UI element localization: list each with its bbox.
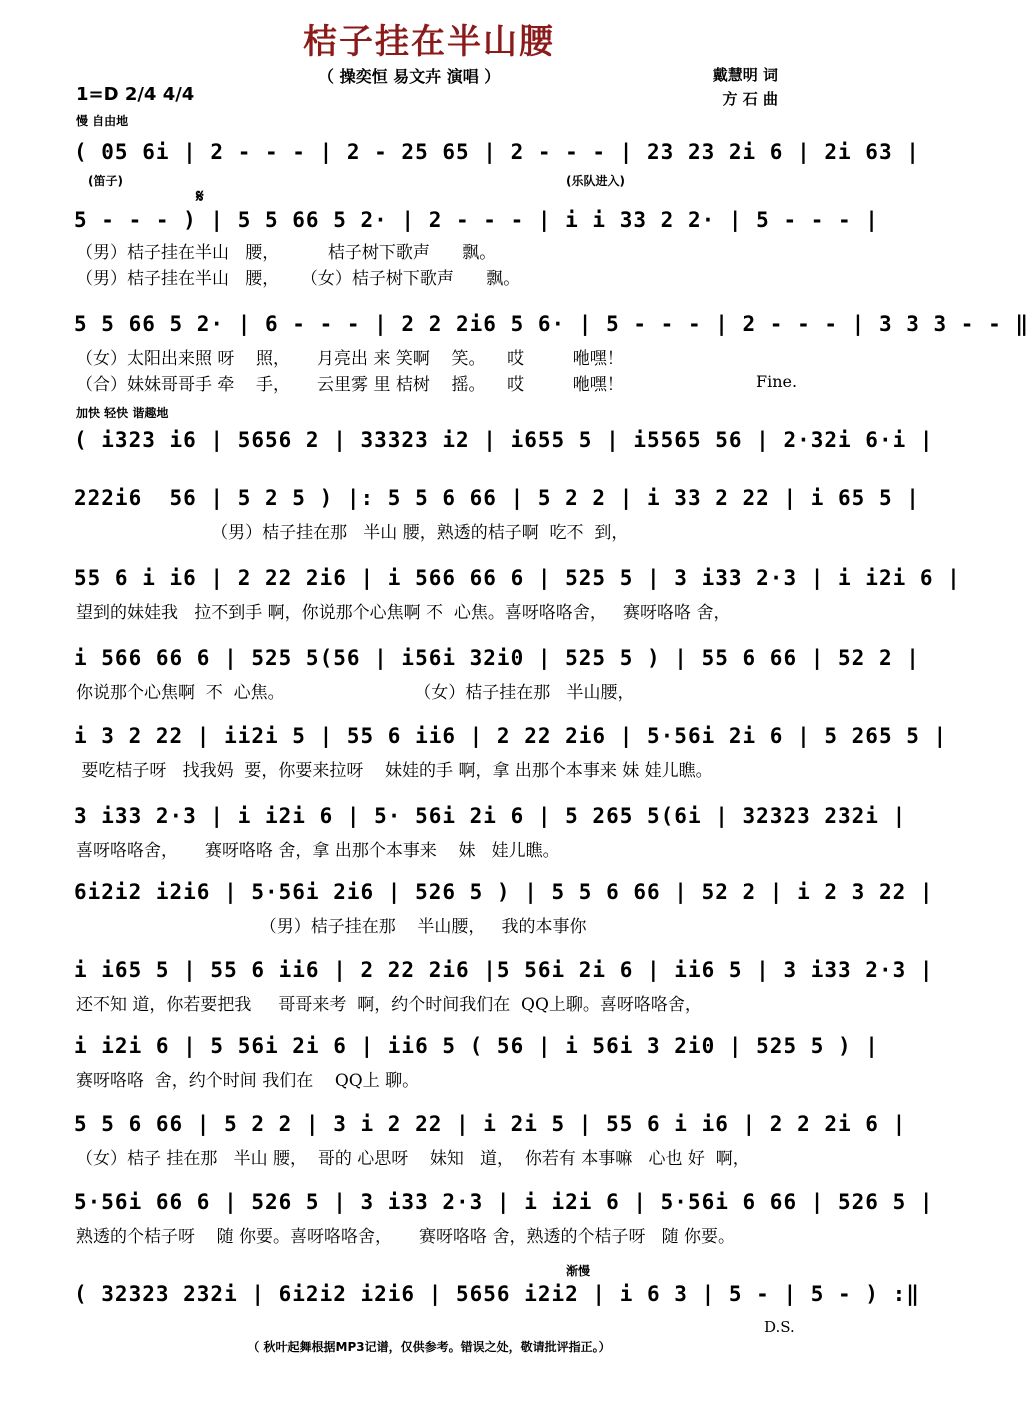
composer-credit: 方 石 曲 (722, 90, 778, 108)
system-6-lyrics: 望到的妹娃我 拉不到手 啊，你说那个心焦啊 不 心焦。喜呀咯咯舍， 赛呀咯咯 舍， (76, 603, 731, 623)
tempo-ending: 渐慢 (566, 1264, 591, 1278)
footer-note: （ 秋叶起舞根据MP3记谱，仅供参考。错误之处，敬请批评指正。） (247, 1340, 611, 1354)
system-3-lyrics-2: （合）妹妹哥哥手 牵 手， 云里雾 里 桔树 摇。 哎 咃嘿！ (76, 375, 624, 395)
system-7-notes: i 566 66 6 | 525 5(56 | i56i 32i0 | 525 5 ) | 55 6 66 | 52 2 | (74, 646, 920, 670)
system-14-lyrics: 熟透的个桔子呀 随 你要。喜呀咯咯舍， 赛呀咯咯 舍，熟透的个桔子呀 随 你要。 (76, 1227, 736, 1247)
system-2-notes: 5 - - - ) | 5 5 66 5 2· | 2 - - - | i i 33 2 2· | 5 - - - | (74, 208, 879, 232)
system-2-lyrics-1: （男）桔子挂在半山 腰， 桔子树下歌声 飘。 (76, 243, 497, 263)
system-5-notes: 222i6 56 | 5 2 5 ) |: 5 5 6 66 | 5 2 2 | i 33 2 22 | i 65 5 | (74, 486, 920, 510)
label-flute: (笛子) (88, 174, 123, 188)
system-15-notes: ( 32323 232i | 6i2i2 i2i6 | 5656 i2i2 | i 6 3 | 5 - | 5 - ) :‖ (74, 1282, 920, 1306)
label-band-enters: (乐队进入) (566, 174, 625, 188)
tempo-section2: 加快 轻快 谐趣地 (76, 406, 169, 420)
lyricist-credit: 戴慧明 词 (712, 66, 778, 84)
system-13-notes: 5 5 6 66 | 5 2 2 | 3 i 2 22 | i 2i 5 | 55 6 i i6 | 2 2 2i 6 | (74, 1112, 907, 1136)
system-2-lyrics-2: （男）桔子挂在半山 腰， （女）桔子树下歌声 飘。 (76, 269, 521, 289)
system-4-notes: ( i323 i6 | 5656 2 | 33323 i2 | i655 5 | i5565 56 | 2·32i 6·i | (74, 428, 934, 452)
key-signature: 1=D 2/4 4/4 (76, 84, 195, 105)
ds-mark: D.S. (764, 1318, 795, 1336)
system-12-lyrics: 赛呀咯咯 舍，约个时间 我们在 QQ上 聊。 (76, 1071, 420, 1091)
performers: （ 操奕恒 易文卉 演唱 ） (318, 67, 501, 86)
system-10-lyrics: （男）桔子挂在那 半山腰， 我的本事你 (76, 917, 587, 937)
system-7-lyrics: 你说那个心焦啊 不 心焦。 （女）桔子挂在那 半山腰， (76, 683, 635, 703)
system-12-notes: i i2i 6 | 5 56i 2i 6 | ii6 5 ( 56 | i 56i 3 2i0 | 525 5 ) | (74, 1034, 879, 1058)
page-title: 桔子挂在半山腰 (303, 22, 555, 62)
system-9-lyrics: 喜呀咯咯舍， 赛呀咯咯 舍，拿 出那个本事来 妹 娃儿瞧。 (76, 841, 560, 861)
system-5-lyrics: （男）桔子挂在那 半山 腰，熟透的桔子啊 吃不 到， (76, 523, 629, 543)
system-8-lyrics: 要吃桔子呀 找我妈 要，你要来拉呀 妹娃的手 啊，拿 出那个本事来 妹 娃儿瞧。 (76, 761, 713, 781)
system-10-notes: 6i2i2 i2i6 | 5·56i 2i6 | 526 5 ) | 5 5 6 66 | 52 2 | i 2 3 22 | (74, 880, 934, 904)
tempo-intro: 慢 自由地 (76, 114, 129, 128)
segno-icon: 𝄋 (196, 186, 204, 207)
fine-mark: Fine. (756, 372, 798, 391)
system-6-notes: 55 6 i i6 | 2 22 2i6 | i 566 66 6 | 525 5 | 3 i33 2·3 | i i2i 6 | (74, 566, 961, 590)
system-14-notes: 5·56i 66 6 | 526 5 | 3 i33 2·3 | i i2i 6 | 5·56i 6 66 | 526 5 | (74, 1190, 934, 1214)
system-9-notes: 3 i33 2·3 | i i2i 6 | 5· 56i 2i 6 | 5 265 5(6i | 32323 232i | (74, 804, 907, 828)
system-11-lyrics: 还不知 道，你若要把我 哥哥来考 啊，约个时间我们在 QQ上聊。喜呀咯咯舍， (76, 995, 702, 1015)
system-3-notes: 5 5 66 5 2· | 6 - - - | 2 2 2i6 5 6· | 5 - - - | 2 - - - | 3 3 3 - - ‖ (74, 312, 1029, 336)
system-13-lyrics: （女）桔子 挂在那 半山 腰， 哥的 心思呀 妹知 道， 你若有 本事嘛 心也 好 啊， (76, 1149, 750, 1169)
system-1-notes: ( 05 6i | 2 - - - | 2 - 25 65 | 2 - - - | 23 23 2i 6 | 2i 63 | (74, 140, 920, 164)
system-8-notes: i 3 2 22 | ii2i 5 | 55 6 ii6 | 2 22 2i6 | 5·56i 2i 6 | 5 265 5 | (74, 724, 948, 748)
system-3-lyrics-1: （女）太阳出来照 呀 照， 月亮出 来 笑啊 笑。 哎 咃嘿！ (76, 349, 624, 369)
system-11-notes: i i65 5 | 55 6 ii6 | 2 22 2i6 |5 56i 2i 6 | ii6 5 | 3 i33 2·3 | (74, 958, 934, 982)
